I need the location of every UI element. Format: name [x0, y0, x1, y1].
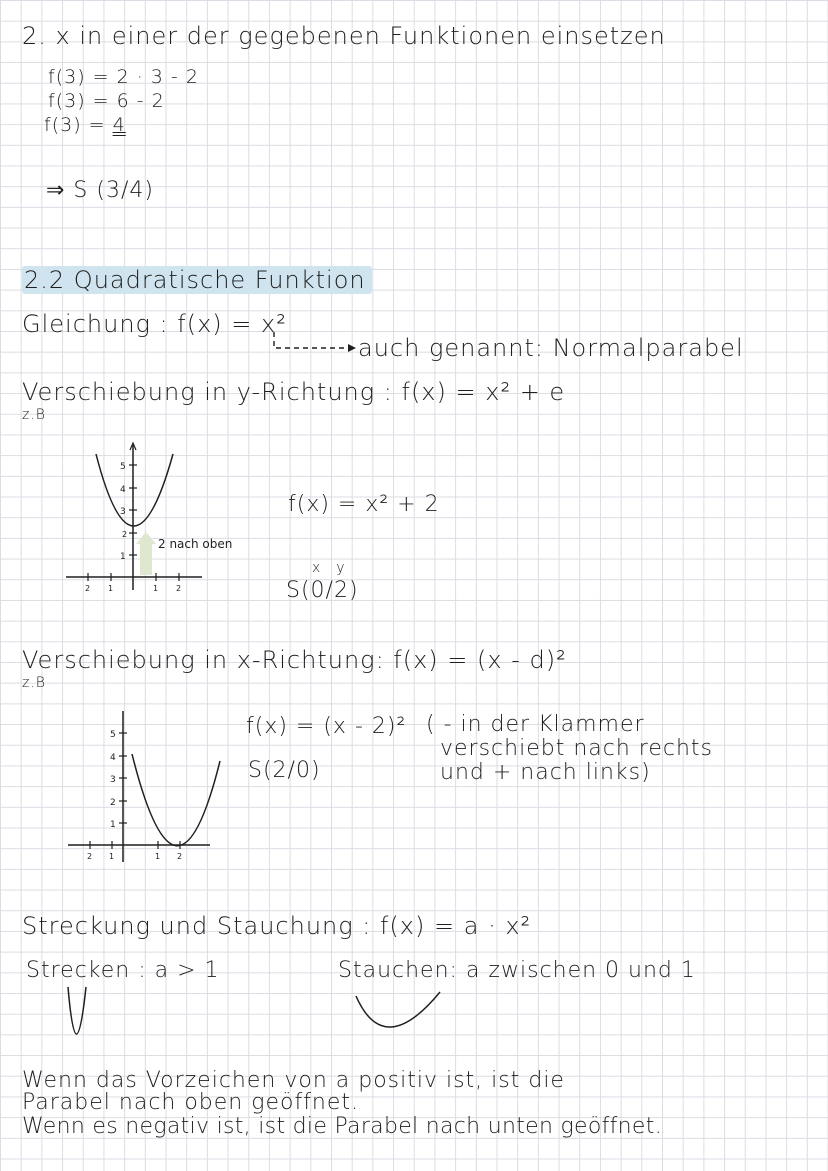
calc-line-3-prefix: f(3) =	[44, 114, 113, 136]
shift-y-ytick-1: 1	[120, 552, 126, 562]
shift-x-note-2: verschiebt nach rechts	[440, 736, 714, 761]
shift-y-vertex: S(0/2)	[286, 578, 359, 603]
aka-arrow	[270, 330, 360, 360]
shift-x-vertex: S(2/0)	[248, 758, 321, 783]
shift-y-ytick-3: 3	[120, 507, 126, 517]
shift-y-ytick-4: 4	[120, 485, 126, 495]
shift-x-function: f(x) = (x - 2)²	[246, 714, 407, 739]
shift-y-function: f(x) = x² + 2	[288, 492, 440, 517]
shift-x-ytick-1: 1	[110, 820, 116, 830]
sign-line-3: Wenn es negativ ist, ist die Parabel nach unten geöffnet.	[22, 1114, 662, 1139]
shift-x-ytick-5: 5	[110, 730, 116, 740]
shift-y-ytick-5: 5	[120, 462, 126, 472]
equation-line: Gleichung : f(x) = x²	[22, 310, 287, 338]
shift-y-xtick-m2: 2	[85, 584, 91, 593]
shift-x-xtick-m1: 1	[109, 852, 115, 861]
narrow-parabola-sketch	[60, 985, 100, 1045]
shift-x-ytick-4: 4	[110, 753, 116, 763]
sign-line-1: Wenn das Vorzeichen von a positiv ist, ist die	[22, 1068, 565, 1093]
shift-x-xtick-m2: 2	[87, 852, 93, 861]
calc-line-1: f(3) = 2 · 3 - 2	[48, 66, 199, 88]
shift-y-xtick-2: 2	[176, 584, 182, 593]
section-title	[22, 266, 372, 294]
shift-x-ytick-3: 3	[110, 775, 116, 785]
calc-line-3-result: 4	[112, 114, 126, 136]
shift-x-xtick-2: 2	[177, 852, 183, 861]
shift-y-xtick-m1: 1	[108, 584, 114, 593]
shift-y-heading: Verschiebung in y-Richtung : f(x) = x² + e	[22, 378, 566, 406]
shift-x-zb: z.B	[22, 675, 46, 691]
normalparabel-note: auch genannt: Normalparabel	[358, 334, 744, 362]
shift-y-ytick-2: 2	[122, 530, 128, 539]
shift-y-zb: z.B	[22, 407, 46, 423]
shift-x-heading: Verschiebung in x-Richtung: f(x) = (x - d)²	[22, 646, 567, 674]
vertex-x-mark: x	[312, 560, 337, 576]
shift-x-xtick-1: 1	[155, 852, 161, 861]
section-title-text: 2.2 Quadratische Funktion	[22, 266, 372, 294]
vertex-result: ⇒ S (3/4)	[46, 178, 154, 203]
stauchen-label: Stauchen: a zwischen 0 und 1	[338, 958, 696, 983]
shift-x-note-3: und + nach links)	[440, 760, 651, 785]
calc-line-3	[44, 114, 126, 136]
shift-annotation: 2 nach oben	[158, 537, 233, 551]
strecken-label: Strecken : a > 1	[26, 958, 220, 983]
shift-x-graph	[60, 706, 240, 876]
wide-parabola-sketch	[350, 988, 450, 1048]
shift-x-note-1: ( - in der Klammer	[426, 712, 645, 737]
shift-y-xtick-1: 1	[153, 584, 159, 593]
calc-line-2: f(3) = 6 - 2	[48, 90, 165, 112]
shift-x-ytick-2: 2	[110, 798, 116, 808]
vertex-y-mark: y	[336, 560, 361, 576]
shift-y-vertex-marks	[312, 560, 361, 576]
shift-y-graph	[60, 440, 260, 610]
step2-heading: 2. x in einer der gegebenen Funktionen einsetzen	[22, 22, 666, 50]
sign-line-2: Parabel nach oben geöffnet.	[22, 1090, 360, 1115]
stretch-heading: Streckung und Stauchung : f(x) = a · x²	[22, 912, 532, 940]
